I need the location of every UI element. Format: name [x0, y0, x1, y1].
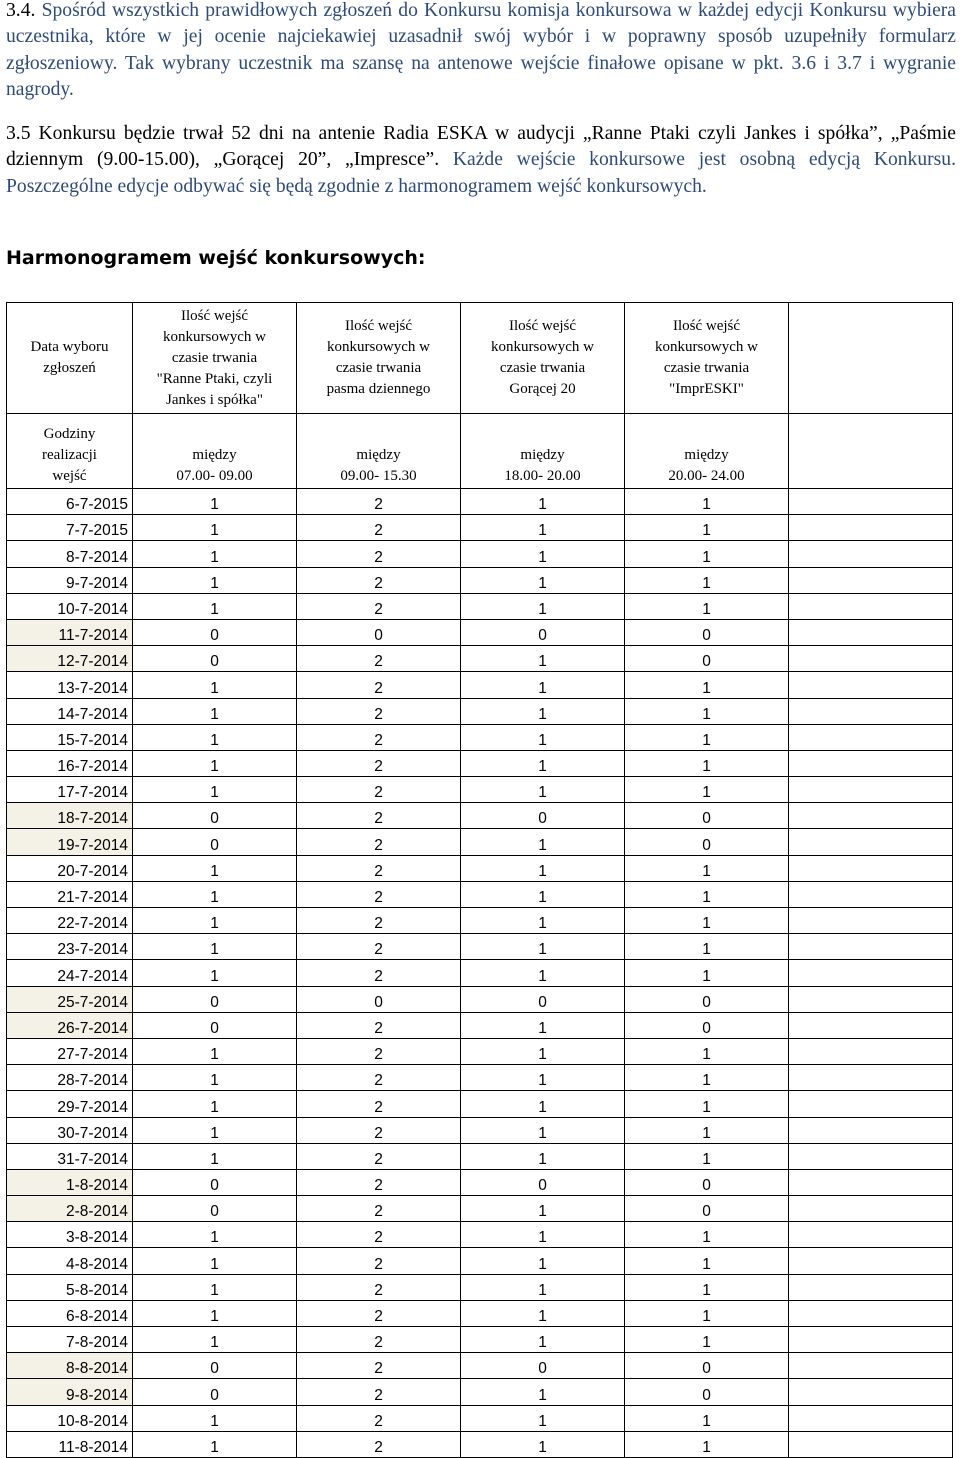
row-pasmo-dzienne-count: 2 — [297, 855, 461, 881]
row-pasmo-dzienne-count: 2 — [297, 960, 461, 986]
row-ranne-ptaki-count: 1 — [133, 960, 297, 986]
row-pasmo-dzienne-count: 2 — [297, 881, 461, 907]
row-date: 17-7-2014 — [7, 777, 133, 803]
row-empty-cell — [789, 1327, 953, 1353]
row-pasmo-dzienne-count: 2 — [297, 777, 461, 803]
row-pasmo-dzienne-count: 2 — [297, 593, 461, 619]
row-goraca-20-count: 0 — [461, 619, 625, 645]
row-goraca-20-count: 0 — [461, 803, 625, 829]
row-date: 30-7-2014 — [7, 1117, 133, 1143]
row-impreski-count: 1 — [625, 1405, 789, 1431]
table-row — [7, 1091, 953, 1117]
row-goraca-20-count: 0 — [461, 986, 625, 1012]
row-date: 4-8-2014 — [7, 1248, 133, 1274]
row-empty-cell — [789, 777, 953, 803]
row-empty-cell — [789, 1353, 953, 1379]
row-date: 9-7-2014 — [7, 567, 133, 593]
row-date: 7-7-2015 — [7, 515, 133, 541]
row-pasmo-dzienne-count: 2 — [297, 1012, 461, 1038]
row-pasmo-dzienne-count: 2 — [297, 646, 461, 672]
row-empty-cell — [789, 986, 953, 1012]
paragraph-3-4-number: 3.4. — [6, 0, 42, 21]
row-empty-cell — [789, 724, 953, 750]
row-date: 8-7-2014 — [7, 541, 133, 567]
row-ranne-ptaki-count: 1 — [133, 1091, 297, 1117]
row-ranne-ptaki-count: 0 — [133, 986, 297, 1012]
row-goraca-20-count: 1 — [461, 960, 625, 986]
table-row — [7, 672, 953, 698]
row-date: 6-7-2015 — [7, 489, 133, 515]
row-impreski-count: 1 — [625, 1248, 789, 1274]
row-ranne-ptaki-count: 1 — [133, 724, 297, 750]
row-pasmo-dzienne-count: 2 — [297, 1248, 461, 1274]
table-row — [7, 1431, 953, 1457]
row-impreski-count: 0 — [625, 986, 789, 1012]
table-row — [7, 986, 953, 1012]
row-ranne-ptaki-count: 1 — [133, 515, 297, 541]
table-row — [7, 908, 953, 934]
row-date: 11-7-2014 — [7, 619, 133, 645]
table-row — [7, 1379, 953, 1405]
header-hours-impreski: między 20.00- 24.00 — [625, 414, 789, 489]
row-goraca-20-count: 1 — [461, 1143, 625, 1169]
row-empty-cell — [789, 541, 953, 567]
row-ranne-ptaki-count: 1 — [133, 1117, 297, 1143]
row-ranne-ptaki-count: 0 — [133, 1196, 297, 1222]
row-ranne-ptaki-count: 1 — [133, 698, 297, 724]
table-row — [7, 1353, 953, 1379]
row-impreski-count: 0 — [625, 646, 789, 672]
row-date: 20-7-2014 — [7, 855, 133, 881]
row-impreski-count: 1 — [625, 934, 789, 960]
row-goraca-20-count: 1 — [461, 1117, 625, 1143]
row-ranne-ptaki-count: 1 — [133, 855, 297, 881]
row-ranne-ptaki-count: 1 — [133, 1038, 297, 1064]
row-empty-cell — [789, 567, 953, 593]
header-hours-ranne-ptaki: między 07.00- 09.00 — [133, 414, 297, 489]
row-goraca-20-count: 1 — [461, 1065, 625, 1091]
row-date: 3-8-2014 — [7, 1222, 133, 1248]
row-pasmo-dzienne-count: 2 — [297, 698, 461, 724]
table-row — [7, 724, 953, 750]
row-impreski-count: 1 — [625, 1327, 789, 1353]
table-row — [7, 1196, 953, 1222]
row-goraca-20-count: 0 — [461, 1169, 625, 1195]
row-ranne-ptaki-count: 0 — [133, 1353, 297, 1379]
row-goraca-20-count: 1 — [461, 1248, 625, 1274]
row-ranne-ptaki-count: 1 — [133, 489, 297, 515]
row-pasmo-dzienne-count: 0 — [297, 619, 461, 645]
row-goraca-20-count: 1 — [461, 1431, 625, 1457]
row-impreski-count: 0 — [625, 1353, 789, 1379]
paragraph-3-5-continued: Każde wejście konkursowe jest osobną edycją Konkursu. Poszczególne edycje odbywać się będą zgodnie z harmonogramem wejść konkursowych. — [6, 149, 956, 197]
row-impreski-count: 1 — [625, 698, 789, 724]
row-impreski-count: 1 — [625, 1222, 789, 1248]
row-goraca-20-count: 1 — [461, 934, 625, 960]
table-row — [7, 881, 953, 907]
row-goraca-20-count: 1 — [461, 698, 625, 724]
row-pasmo-dzienne-count: 2 — [297, 750, 461, 776]
table-row — [7, 1012, 953, 1038]
row-goraca-20-count: 1 — [461, 1196, 625, 1222]
row-empty-cell — [789, 829, 953, 855]
row-empty-cell — [789, 1274, 953, 1300]
row-goraca-20-count: 1 — [461, 881, 625, 907]
table-row — [7, 1274, 953, 1300]
table-row — [7, 515, 953, 541]
paragraph-3-5-text: 3.5 Konkursu będzie trwał 52 dni na antenie Radia ESKA w audycji „Ranne Ptaki czyli Jankes i spółka”, „Paśmie dziennym (9.00-15.00), „Gorącej 20”, „Impresce”. — [6, 123, 956, 171]
row-impreski-count: 0 — [625, 829, 789, 855]
row-empty-cell — [789, 593, 953, 619]
row-empty-cell — [789, 1012, 953, 1038]
schedule-header — [7, 303, 953, 489]
row-goraca-20-count: 1 — [461, 1012, 625, 1038]
row-ranne-ptaki-count: 1 — [133, 1065, 297, 1091]
table-row — [7, 1300, 953, 1326]
header-hours-pasmo-dzienne: między 09.00- 15.30 — [297, 414, 461, 489]
row-pasmo-dzienne-count: 2 — [297, 1431, 461, 1457]
table-row — [7, 541, 953, 567]
paragraph-3-4 — [6, 0, 956, 103]
row-ranne-ptaki-count: 1 — [133, 1274, 297, 1300]
row-ranne-ptaki-count: 1 — [133, 934, 297, 960]
row-date: 22-7-2014 — [7, 908, 133, 934]
row-ranne-ptaki-count: 1 — [133, 1143, 297, 1169]
row-goraca-20-count: 1 — [461, 777, 625, 803]
row-goraca-20-count: 1 — [461, 541, 625, 567]
row-date: 7-8-2014 — [7, 1327, 133, 1353]
row-ranne-ptaki-count: 1 — [133, 1222, 297, 1248]
row-date: 14-7-2014 — [7, 698, 133, 724]
table-row — [7, 750, 953, 776]
table-row — [7, 698, 953, 724]
row-empty-cell — [789, 672, 953, 698]
row-goraca-20-count: 1 — [461, 1379, 625, 1405]
row-ranne-ptaki-count: 1 — [133, 1300, 297, 1326]
table-row — [7, 1038, 953, 1064]
row-date: 31-7-2014 — [7, 1143, 133, 1169]
row-impreski-count: 0 — [625, 1379, 789, 1405]
table-row — [7, 489, 953, 515]
table-row — [7, 619, 953, 645]
row-impreski-count: 1 — [625, 1117, 789, 1143]
row-impreski-count: 1 — [625, 567, 789, 593]
row-ranne-ptaki-count: 0 — [133, 829, 297, 855]
row-impreski-count: 1 — [625, 777, 789, 803]
table-row — [7, 567, 953, 593]
row-impreski-count: 1 — [625, 908, 789, 934]
row-ranne-ptaki-count: 1 — [133, 541, 297, 567]
row-date: 11-8-2014 — [7, 1431, 133, 1457]
row-pasmo-dzienne-count: 2 — [297, 1065, 461, 1091]
row-impreski-count: 1 — [625, 724, 789, 750]
row-impreski-count: 0 — [625, 1169, 789, 1195]
schedule-rows — [7, 489, 953, 1458]
row-pasmo-dzienne-count: 2 — [297, 1196, 461, 1222]
row-empty-cell — [789, 908, 953, 934]
row-empty-cell — [789, 1300, 953, 1326]
row-empty-cell — [789, 1065, 953, 1091]
header-hours-label: Godziny realizacji wejść — [7, 414, 133, 489]
row-date: 8-8-2014 — [7, 1353, 133, 1379]
row-date: 26-7-2014 — [7, 1012, 133, 1038]
row-impreski-count: 1 — [625, 1065, 789, 1091]
row-ranne-ptaki-count: 0 — [133, 803, 297, 829]
row-pasmo-dzienne-count: 2 — [297, 1117, 461, 1143]
row-ranne-ptaki-count: 1 — [133, 567, 297, 593]
row-date: 29-7-2014 — [7, 1091, 133, 1117]
table-row — [7, 803, 953, 829]
row-pasmo-dzienne-count: 2 — [297, 1405, 461, 1431]
row-ranne-ptaki-count: 1 — [133, 1405, 297, 1431]
header-ranne-ptaki: Ilość wejść konkursowych w czasie trwania "Ranne Ptaki, czyli Jankes i spółka" — [133, 303, 297, 414]
row-empty-cell — [789, 881, 953, 907]
row-pasmo-dzienne-count: 2 — [297, 934, 461, 960]
table-row — [7, 646, 953, 672]
row-pasmo-dzienne-count: 2 — [297, 515, 461, 541]
row-pasmo-dzienne-count: 2 — [297, 1222, 461, 1248]
row-goraca-20-count: 1 — [461, 1222, 625, 1248]
row-pasmo-dzienne-count: 2 — [297, 1327, 461, 1353]
row-date: 12-7-2014 — [7, 646, 133, 672]
header-hours-goraca-20: między 18.00- 20.00 — [461, 414, 625, 489]
row-date: 19-7-2014 — [7, 829, 133, 855]
table-row — [7, 855, 953, 881]
table-row — [7, 960, 953, 986]
row-empty-cell — [789, 1117, 953, 1143]
row-pasmo-dzienne-count: 2 — [297, 1379, 461, 1405]
row-impreski-count: 1 — [625, 1300, 789, 1326]
row-impreski-count: 1 — [625, 541, 789, 567]
row-empty-cell — [789, 855, 953, 881]
paragraph-3-5 — [6, 121, 956, 200]
row-empty-cell — [789, 1091, 953, 1117]
row-date: 1-8-2014 — [7, 1169, 133, 1195]
table-row — [7, 1222, 953, 1248]
row-date: 15-7-2014 — [7, 724, 133, 750]
row-goraca-20-count: 1 — [461, 1327, 625, 1353]
row-goraca-20-count: 1 — [461, 1091, 625, 1117]
row-goraca-20-count: 1 — [461, 855, 625, 881]
row-goraca-20-count: 0 — [461, 1353, 625, 1379]
row-goraca-20-count: 1 — [461, 829, 625, 855]
row-goraca-20-count: 1 — [461, 1405, 625, 1431]
row-ranne-ptaki-count: 1 — [133, 777, 297, 803]
row-goraca-20-count: 1 — [461, 908, 625, 934]
row-pasmo-dzienne-count: 2 — [297, 724, 461, 750]
row-ranne-ptaki-count: 1 — [133, 593, 297, 619]
row-goraca-20-count: 1 — [461, 646, 625, 672]
row-ranne-ptaki-count: 1 — [133, 1431, 297, 1457]
row-goraca-20-count: 1 — [461, 515, 625, 541]
row-pasmo-dzienne-count: 2 — [297, 1143, 461, 1169]
row-date: 28-7-2014 — [7, 1065, 133, 1091]
row-date: 24-7-2014 — [7, 960, 133, 986]
row-date: 21-7-2014 — [7, 881, 133, 907]
header-date-col: Data wyboru zgłoszeń — [7, 303, 133, 414]
row-pasmo-dzienne-count: 2 — [297, 1300, 461, 1326]
row-ranne-ptaki-count: 1 — [133, 1327, 297, 1353]
row-date: 10-7-2014 — [7, 593, 133, 619]
row-date: 25-7-2014 — [7, 986, 133, 1012]
row-ranne-ptaki-count: 1 — [133, 672, 297, 698]
row-impreski-count: 1 — [625, 855, 789, 881]
row-date: 13-7-2014 — [7, 672, 133, 698]
row-empty-cell — [789, 698, 953, 724]
row-impreski-count: 0 — [625, 619, 789, 645]
row-impreski-count: 1 — [625, 672, 789, 698]
row-empty-cell — [789, 1169, 953, 1195]
row-empty-cell — [789, 1143, 953, 1169]
row-goraca-20-count: 1 — [461, 1300, 625, 1326]
row-empty-cell — [789, 1405, 953, 1431]
row-impreski-count: 1 — [625, 1143, 789, 1169]
table-row — [7, 934, 953, 960]
row-empty-cell — [789, 1222, 953, 1248]
row-goraca-20-count: 1 — [461, 489, 625, 515]
row-ranne-ptaki-count: 0 — [133, 619, 297, 645]
row-empty-cell — [789, 1248, 953, 1274]
row-impreski-count: 1 — [625, 960, 789, 986]
row-pasmo-dzienne-count: 2 — [297, 567, 461, 593]
header-empty-cell — [789, 414, 953, 489]
table-row — [7, 1327, 953, 1353]
row-pasmo-dzienne-count: 0 — [297, 986, 461, 1012]
row-goraca-20-count: 1 — [461, 750, 625, 776]
row-goraca-20-count: 1 — [461, 672, 625, 698]
row-goraca-20-count: 1 — [461, 1038, 625, 1064]
row-pasmo-dzienne-count: 2 — [297, 489, 461, 515]
row-ranne-ptaki-count: 1 — [133, 881, 297, 907]
row-impreski-count: 1 — [625, 489, 789, 515]
header-pasmo-dzienne: Ilość wejść konkursowych w czasie trwania pasma dziennego — [297, 303, 461, 414]
row-impreski-count: 1 — [625, 750, 789, 776]
row-ranne-ptaki-count: 1 — [133, 908, 297, 934]
row-impreski-count: 0 — [625, 1196, 789, 1222]
schedule-table — [6, 302, 953, 1458]
row-ranne-ptaki-count: 0 — [133, 1169, 297, 1195]
row-impreski-count: 1 — [625, 593, 789, 619]
row-pasmo-dzienne-count: 2 — [297, 803, 461, 829]
schedule-heading: Harmonogramem wejść konkursowych: — [6, 247, 426, 269]
table-row — [7, 1169, 953, 1195]
row-ranne-ptaki-count: 1 — [133, 750, 297, 776]
row-empty-cell — [789, 934, 953, 960]
row-empty-cell — [789, 646, 953, 672]
row-goraca-20-count: 1 — [461, 724, 625, 750]
row-impreski-count: 1 — [625, 1431, 789, 1457]
table-row — [7, 1143, 953, 1169]
row-pasmo-dzienne-count: 2 — [297, 672, 461, 698]
row-goraca-20-count: 1 — [461, 1274, 625, 1300]
row-ranne-ptaki-count: 0 — [133, 1379, 297, 1405]
row-empty-cell — [789, 515, 953, 541]
row-date: 18-7-2014 — [7, 803, 133, 829]
row-pasmo-dzienne-count: 2 — [297, 1353, 461, 1379]
table-row — [7, 593, 953, 619]
table-row — [7, 1405, 953, 1431]
table-row — [7, 1117, 953, 1143]
row-date: 23-7-2014 — [7, 934, 133, 960]
row-impreski-count: 1 — [625, 1038, 789, 1064]
row-impreski-count: 1 — [625, 1274, 789, 1300]
row-goraca-20-count: 1 — [461, 567, 625, 593]
row-pasmo-dzienne-count: 2 — [297, 908, 461, 934]
row-empty-cell — [789, 1038, 953, 1064]
header-goraca-20: Ilość wejść konkursowych w czasie trwania Gorącej 20 — [461, 303, 625, 414]
row-goraca-20-count: 1 — [461, 593, 625, 619]
row-date: 9-8-2014 — [7, 1379, 133, 1405]
row-pasmo-dzienne-count: 2 — [297, 1274, 461, 1300]
table-row — [7, 777, 953, 803]
row-date: 2-8-2014 — [7, 1196, 133, 1222]
row-date: 6-8-2014 — [7, 1300, 133, 1326]
header-empty-cell — [789, 303, 953, 414]
row-empty-cell — [789, 1196, 953, 1222]
row-empty-cell — [789, 960, 953, 986]
table-row — [7, 1065, 953, 1091]
row-date: 5-8-2014 — [7, 1274, 133, 1300]
header-impreski: Ilość wejść konkursowych w czasie trwania "ImprESKI" — [625, 303, 789, 414]
table-row — [7, 1248, 953, 1274]
row-ranne-ptaki-count: 1 — [133, 1248, 297, 1274]
row-empty-cell — [789, 619, 953, 645]
row-pasmo-dzienne-count: 2 — [297, 1169, 461, 1195]
row-pasmo-dzienne-count: 2 — [297, 1038, 461, 1064]
row-pasmo-dzienne-count: 2 — [297, 541, 461, 567]
row-date: 16-7-2014 — [7, 750, 133, 776]
paragraph-3-4-text: Spośród wszystkich prawidłowych zgłoszeń do Konkursu komisja konkursowa w każdej edycji Konkursu wybiera uczestnika, które w jej ocenie najciekawiej uzasadnił swój wybór i w poprawny sposób uzupełniły formularz zgłoszeniowy. Tak wybrany uczestnik ma szansę na antenowe wejście finałowe opisane w pkt. 3.6 i 3.7 i wygranie nagrody. — [6, 0, 956, 100]
row-impreski-count: 0 — [625, 803, 789, 829]
row-ranne-ptaki-count: 0 — [133, 1012, 297, 1038]
row-impreski-count: 1 — [625, 1091, 789, 1117]
row-impreski-count: 1 — [625, 881, 789, 907]
row-date: 27-7-2014 — [7, 1038, 133, 1064]
table-row — [7, 829, 953, 855]
row-impreski-count: 0 — [625, 1012, 789, 1038]
row-empty-cell — [789, 1431, 953, 1457]
row-empty-cell — [789, 803, 953, 829]
row-pasmo-dzienne-count: 2 — [297, 1091, 461, 1117]
row-empty-cell — [789, 489, 953, 515]
row-empty-cell — [789, 750, 953, 776]
row-date: 10-8-2014 — [7, 1405, 133, 1431]
row-ranne-ptaki-count: 0 — [133, 646, 297, 672]
row-empty-cell — [789, 1379, 953, 1405]
row-impreski-count: 1 — [625, 515, 789, 541]
row-pasmo-dzienne-count: 2 — [297, 829, 461, 855]
